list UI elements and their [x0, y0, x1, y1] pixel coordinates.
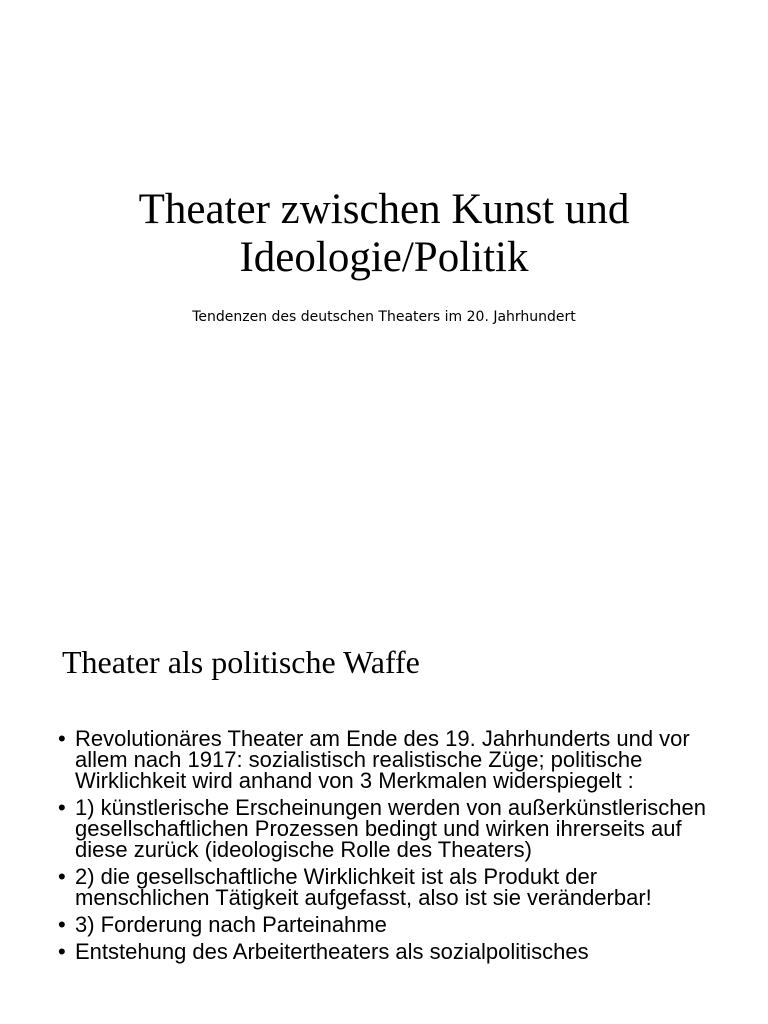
bullet-list: [58, 728, 718, 968]
bullet-item: [58, 728, 718, 791]
bullet-item: [58, 941, 718, 962]
slide-title-line-1: Theater zwischen Kunst und: [138, 186, 630, 233]
bullet-dot: •: [58, 864, 66, 889]
slide-heading: Theater als politische Waffe: [62, 644, 420, 680]
bullet-text: 3) Forderung nach Parteinahme: [75, 912, 387, 937]
slide-title: [60, 186, 708, 282]
bullet-dot: •: [58, 726, 66, 751]
bullet-item: [58, 914, 718, 935]
bullet-text: Revolutionäres Theater am Ende des 19. Jahrhunderts und vor allem nach 1917: sozialistisch realistische Züge; politische Wirklichkeit wird anhand von 3 Merkmalen widerspiegelt :: [75, 726, 690, 793]
bullet-item: [58, 866, 718, 908]
slide-subtitle: Tendenzen des deutschen Theaters im 20. Jahrhundert: [192, 309, 576, 325]
bullet-text: 1) künstlerische Erscheinungen werden von außerkünstlerischen gesellschaftlichen Prozessen bedingt und wirken ihrerseits auf diese zurück (ideologische Rolle des Theaters): [75, 795, 707, 862]
bullet-dot: •: [58, 795, 66, 820]
slide-title-line-2: Ideologie/Politik: [239, 234, 529, 281]
content-slide: [0, 620, 768, 1024]
bullet-text: Entstehung des Arbeitertheaters als sozialpolitisches: [75, 939, 589, 964]
bullet-text: 2) die gesellschaftliche Wirklichkeit ist als Produkt der menschlichen Tätigkeit aufgefasst, also ist sie veränderbar!: [75, 864, 652, 910]
bullet-dot: •: [58, 939, 66, 964]
bullet-dot: •: [58, 912, 66, 937]
bullet-item: [58, 797, 718, 860]
